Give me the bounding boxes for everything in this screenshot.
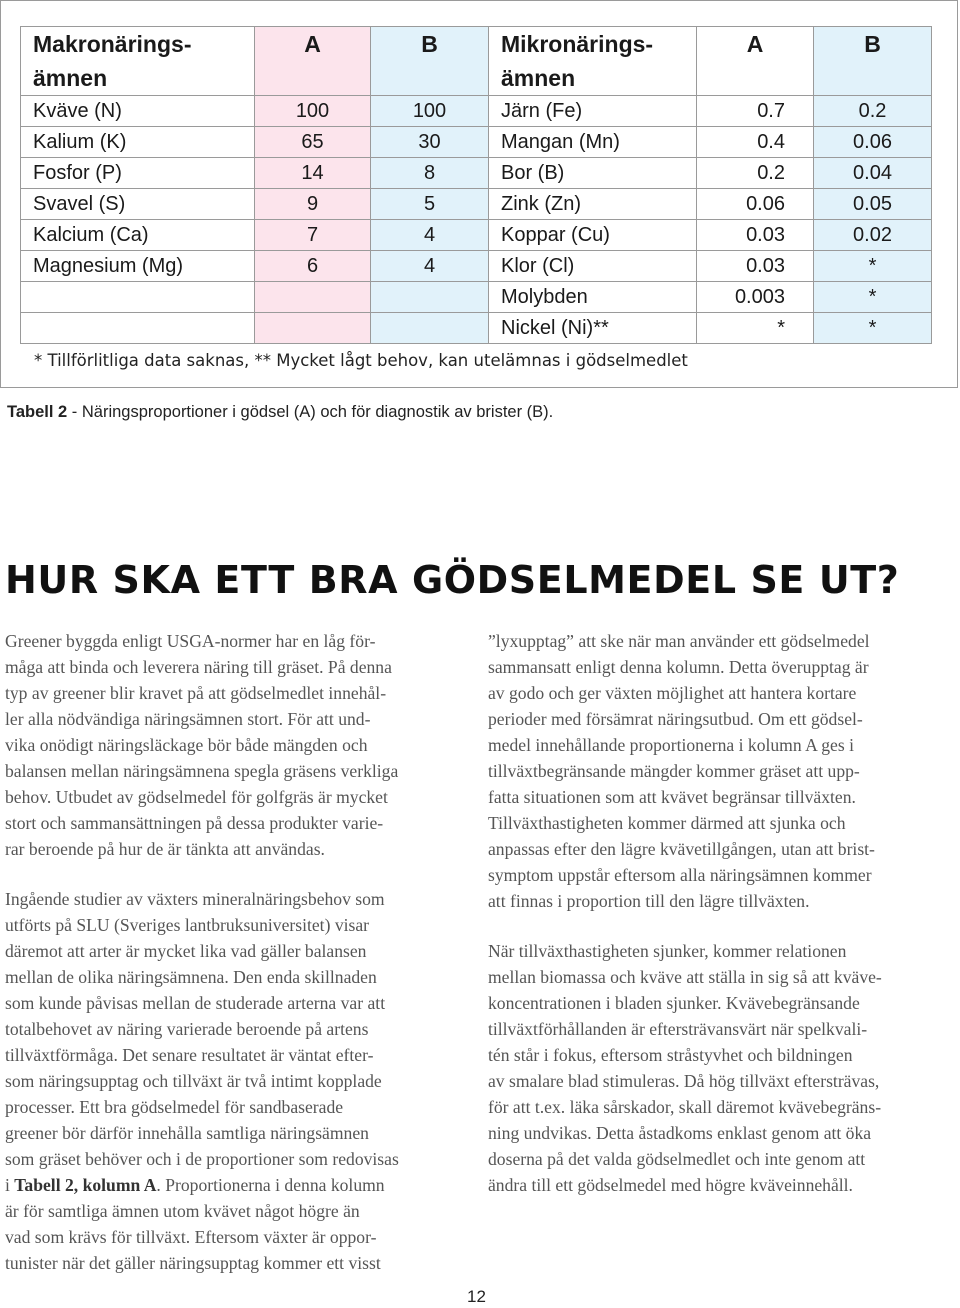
text-line: som gräset behöver och i de proportioner som redovisas [5, 1149, 399, 1169]
text-line: balansen mellan näringsämnena spegla gräsens verkliga [5, 761, 399, 781]
text-line: greener bör därför innehålla samtliga näringsämnen [5, 1123, 369, 1143]
text-line: vad som krävs för tillväxt. Eftersom växter är oppor- [5, 1227, 377, 1247]
table-row [21, 96, 932, 127]
text-line: sammansatt enligt denna kolumn. Detta överupptag är [488, 657, 869, 677]
micro-a-cell: 0.4 [697, 127, 814, 158]
table-row [21, 282, 932, 313]
left-column [5, 628, 465, 1276]
macro-name-cell: Fosfor (P) [21, 158, 255, 189]
col-b-header: B [371, 27, 489, 96]
macro-b-cell: 30 [371, 127, 489, 158]
text-line: av godo och ger växten möjlighet att hantera kortare [488, 683, 857, 703]
micro-a-cell: 0.06 [697, 189, 814, 220]
micro-name-cell: Bor (B) [489, 158, 697, 189]
text-line: ler alla nödvändiga näringsämnen stort. För att und- [5, 709, 371, 729]
text-line: måga att binda och leverera näring till gräset. På denna [5, 657, 392, 677]
micro-b-cell: * [814, 282, 932, 313]
macro-a-cell [255, 313, 371, 344]
text-line: utförts på SLU (Sveriges lantbruksuniversitet) visar [5, 915, 370, 935]
table-row [21, 189, 932, 220]
macro-b-cell: 4 [371, 251, 489, 282]
text-line: perioder med försämrat näringsutbud. Om ett gödsel- [488, 709, 863, 729]
table-row [21, 127, 932, 158]
text-line: totalbehovet av näring varierade beroende på artens [5, 1019, 369, 1039]
table-reference: Tabell 2, kolumn A [14, 1175, 157, 1195]
text-line: är för samtliga ämnen utom kvävet något högre än [5, 1201, 360, 1221]
table-header-row [21, 27, 932, 96]
macro-header: Makronärings- ämnen [21, 27, 255, 96]
right-paragraph-2 [488, 938, 948, 1198]
micro-header: Mikronärings- ämnen [489, 27, 697, 96]
macro-a-cell [255, 282, 371, 313]
micro-a-cell: * [697, 313, 814, 344]
micro-name-cell: Molybden [489, 282, 697, 313]
text-line: doserna på det valda gödselmedlet och inte genom att [488, 1149, 866, 1169]
micro-name-cell: Klor (Cl) [489, 251, 697, 282]
col-a-header: A [255, 27, 371, 96]
text-line: rar beroende på hur de är tänkta att användas. [5, 839, 325, 859]
micro-a-cell: 0.7 [697, 96, 814, 127]
micro-name-cell: Järn (Fe) [489, 96, 697, 127]
table-row [21, 251, 932, 282]
text-line [5, 1172, 465, 1198]
micro-a-cell: 0.2 [697, 158, 814, 189]
left-paragraph-1 [5, 628, 465, 862]
text-line: ning undvikas. Detta åstadkoms enklast genom att öka [488, 1123, 872, 1143]
text-line: tillväxtförhållanden är eftersträvansvärt när spelkvali- [488, 1019, 868, 1039]
text-fragment: i [5, 1175, 15, 1195]
caption-label: Tabell 2 [7, 403, 68, 421]
macro-a-cell: 9 [255, 189, 371, 220]
micro-name-cell: Zink (Zn) [489, 189, 697, 220]
micro-b-cell: 0.05 [814, 189, 932, 220]
text-line: mellan de olika näringsämnena. Den enda skillnaden [5, 967, 377, 987]
text-line: Greener byggda enligt USGA-normer har en låg för- [5, 631, 376, 651]
text-line: för att t.ex. läka sårskador, skall däremot kvävebegräns- [488, 1097, 882, 1117]
text-line: När tillväxthastigheten sjunker, kommer relationen [488, 941, 847, 961]
micro-a-cell: 0.03 [697, 220, 814, 251]
table-row [21, 313, 932, 344]
text-line: medel innehållande proportionerna i kolumn A ges i [488, 735, 854, 755]
text-line: typ av greener blir kravet på att gödselmedlet innehål- [5, 683, 387, 703]
macro-a-cell: 6 [255, 251, 371, 282]
text-line: ”lyxupptag” att ske när man använder ett gödselmedel [488, 631, 870, 651]
text-line: stort och sammansättningen på dessa produkter varie- [5, 813, 384, 833]
macro-name-cell: Svavel (S) [21, 189, 255, 220]
micro-name-cell: Mangan (Mn) [489, 127, 697, 158]
right-column [488, 628, 948, 1198]
macro-b-cell: 100 [371, 96, 489, 127]
text-line: som näringsupptag och tillväxt är två intimt kopplade [5, 1071, 382, 1091]
text-line: ändra till ett gödselmedel med högre kväveinnehåll. [488, 1175, 853, 1195]
left-paragraph-2 [5, 886, 465, 1276]
macro-name-cell [21, 282, 255, 313]
micro-col-a-header: A [697, 27, 814, 96]
text-line: tunister när det gäller näringsupptag kommer ett visst [5, 1253, 381, 1273]
text-line: tillväxtförmåga. Det senare resultatet är väntat efter- [5, 1045, 374, 1065]
text-line: vika onödigt näringsläckage bör både mängden och [5, 735, 368, 755]
text-line: däremot att arter är mycket lika vad gäller balansen [5, 941, 367, 961]
section-heading: HUR SKA ETT BRA GÖDSELMEDEL SE UT? [5, 558, 900, 602]
text-line: tén står i fokus, eftersom stråstyvhet och bildningen [488, 1045, 853, 1065]
text-line: fatta situationen som att kvävet begränsar tillväxten. [488, 787, 856, 807]
macro-a-cell: 65 [255, 127, 371, 158]
macro-a-cell: 100 [255, 96, 371, 127]
macro-b-cell [371, 282, 489, 313]
macro-name-cell [21, 313, 255, 344]
micro-a-cell: 0.03 [697, 251, 814, 282]
table-row [21, 220, 932, 251]
macro-b-cell: 5 [371, 189, 489, 220]
micro-name-cell: Nickel (Ni)** [489, 313, 697, 344]
table-caption [7, 403, 553, 422]
micro-b-cell: * [814, 251, 932, 282]
micro-col-b-header: B [814, 27, 932, 96]
micro-b-cell: 0.2 [814, 96, 932, 127]
macro-a-cell: 14 [255, 158, 371, 189]
text-line: av smalare blad stimuleras. Då hög tillväxt eftersträvas, [488, 1071, 880, 1091]
macro-name-cell: Kalcium (Ca) [21, 220, 255, 251]
table-row [21, 158, 932, 189]
macro-b-cell [371, 313, 489, 344]
micro-a-cell: 0.003 [697, 282, 814, 313]
text-line: symptom uppstår eftersom alla näringsämnen kommer [488, 865, 872, 885]
right-paragraph-1 [488, 628, 948, 914]
macro-name-cell: Kalium (K) [21, 127, 255, 158]
text-line: att finnas i proportion till den lägre tillväxten. [488, 891, 810, 911]
text-line: anpassas efter den lägre kvävetillgången, utan att brist- [488, 839, 875, 859]
micro-b-cell: 0.04 [814, 158, 932, 189]
macro-a-cell: 7 [255, 220, 371, 251]
micro-name-cell: Koppar (Cu) [489, 220, 697, 251]
text-line: som kunde påvisas mellan de studerade arterna var att [5, 993, 386, 1013]
macro-b-cell: 8 [371, 158, 489, 189]
text-line: behov. Utbudet av gödselmedel för golfgräs är mycket [5, 787, 388, 807]
micro-b-cell: * [814, 313, 932, 344]
table-footnote: * Tillförlitliga data saknas, ** Mycket lågt behov, kan utelämnas i gödselmedlet [34, 351, 688, 370]
text-line: processer. Ett bra gödselmedel för sandbaserade [5, 1097, 344, 1117]
text-line: Ingående studier av växters mineralnäringsbehov som [5, 889, 385, 909]
micro-b-cell: 0.02 [814, 220, 932, 251]
caption-text: - Näringsproportioner i gödsel (A) och för diagnostik av brister (B). [67, 403, 554, 421]
text-line: tillväxtbegränsande mängder kommer gräset att upp- [488, 761, 860, 781]
macro-name-cell: Magnesium (Mg) [21, 251, 255, 282]
nutrient-table [20, 26, 932, 344]
text-line: koncentrationen i bladen sjunker. Kvävebegränsande [488, 993, 860, 1013]
text-line: Tillväxthastigheten kommer därmed att sjunka och [488, 813, 846, 833]
page-number: 12 [467, 1287, 486, 1306]
text-line: mellan biomassa och kväve att ställa in sig så att kväve- [488, 967, 882, 987]
micro-b-cell: 0.06 [814, 127, 932, 158]
macro-name-cell: Kväve (N) [21, 96, 255, 127]
text-fragment: . Proportionerna i denna kolumn [156, 1175, 385, 1195]
macro-b-cell: 4 [371, 220, 489, 251]
